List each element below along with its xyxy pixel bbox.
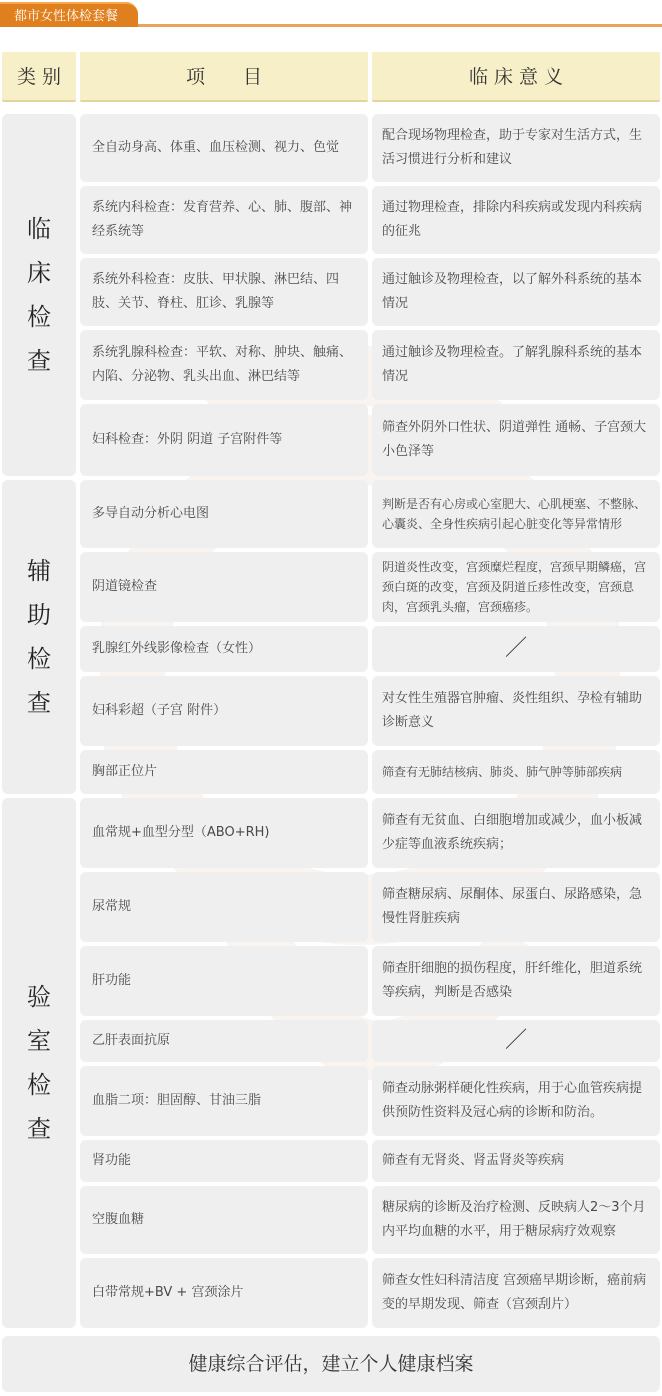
header-category: 类 别	[2, 52, 76, 102]
table-row-meaning: 通过触诊及物理检查，以了解外科系统的基本情况	[372, 258, 660, 326]
table-row-meaning: 筛查女性妇科清洁度 宫颈癌早期诊断，癌前病变的早期发现、筛查（宫颈刮片）	[372, 1258, 660, 1328]
table-row-item: 系统乳腺科检查：平软、对称、肿块、触痛、内陷、分泌物、乳头出血、淋巴结等	[80, 330, 368, 400]
table-row-meaning: ／	[372, 1020, 660, 1062]
table-row-item: 阴道镜检查	[80, 552, 368, 622]
table-row-meaning: 通过触诊及物理检查。了解乳腺科系统的基本情况	[372, 330, 660, 400]
category-laboratory	[2, 798, 76, 1328]
table-row-meaning: 筛查有无贫血、白细胞增加或减少，血小板减少症等血液系统疾病；	[372, 798, 660, 868]
tab-bar	[0, 0, 662, 30]
table-row-item: 全自动身高、体重、血压检测、视力、色觉	[80, 114, 368, 182]
category-auxiliary	[2, 480, 76, 794]
table-row-item: 乙肝表面抗原	[80, 1020, 368, 1062]
category-clinical	[2, 114, 76, 476]
table-row-item: 妇科检查：外阴 阴道 子宫附件等	[80, 404, 368, 476]
footer-banner: 健康综合评估，建立个人健康档案	[2, 1336, 660, 1392]
table-row-meaning: 筛查肝细胞的损伤程度，肝纤维化，胆道系统等疾病，判断是否感染	[372, 946, 660, 1016]
header-item: 项 目	[80, 52, 368, 102]
table-row-meaning: 配合现场物理检查，助于专家对生活方式，生活习惯进行分析和建议	[372, 114, 660, 182]
header-meaning: 临 床 意 义	[372, 52, 660, 102]
table-row-meaning: 糖尿病的诊断及治疗检测、反映病人2～3个月内平均血糖的水平，用于糖尿病疗效观察	[372, 1186, 660, 1254]
table-row-item: 肾功能	[80, 1140, 368, 1182]
table-row-meaning: 阴道炎性改变，宫颈糜烂程度，宫颈早期鳞癌，宫颈白斑的改变，宫颈及阴道丘疹性改变，宫颈息肉，宫颈乳头瘤，宫颈癌疹。	[372, 552, 660, 622]
table-row-meaning: 筛查糖尿病、尿酮体、尿蛋白、尿路感染，急慢性肾脏疾病	[372, 872, 660, 942]
package-tab[interactable]: 都市女性体检套餐	[0, 2, 138, 27]
table-row-item: 系统内科检查：发育营养、心、肺、腹部、神经系统等	[80, 186, 368, 254]
table-row-item: 多导自动分析心电图	[80, 480, 368, 548]
category-label: 验室检查	[27, 983, 51, 1143]
table-row-item: 白带常规+BV + 宫颈涂片	[80, 1258, 368, 1328]
category-label: 辅助检查	[27, 557, 51, 717]
table-row-meaning: 筛查动脉粥样硬化性疾病，用于心血管疾病提供预防性资料及冠心病的诊断和防治。	[372, 1066, 660, 1136]
table-header	[0, 52, 662, 102]
table-row-item: 空腹血糖	[80, 1186, 368, 1254]
table-row-meaning: 筛查有无肾炎、肾盂肾炎等疾病	[372, 1140, 660, 1182]
table-row-item: 胸部正位片	[80, 750, 368, 794]
table-row-item: 肝功能	[80, 946, 368, 1016]
table-row-item: 血常规+血型分型（ABO+RH)	[80, 798, 368, 868]
table-row-meaning: 判断是否有心房或心室肥大、心肌梗塞、不整脉、心囊炎、全身性疾病引起心脏变化等异常情形	[372, 480, 660, 548]
table-row-item: 尿常规	[80, 872, 368, 942]
table-row-item: 系统外科检查：皮肤、甲状腺、淋巴结、四肢、关节、脊柱、肛诊、乳腺等	[80, 258, 368, 326]
table-row-meaning: 筛查外阴外口性状、阴道弹性 通畅、子宫颈大小色泽等	[372, 404, 660, 476]
table-row-item: 血脂二项：胆固醇、甘油三脂	[80, 1066, 368, 1136]
table-row-meaning: 筛查有无肺结核病、肺炎、肺气肿等肺部疾病	[372, 750, 660, 794]
table-row-item: 妇科彩超（子宫 附件）	[80, 676, 368, 746]
category-label: 临床检查	[27, 215, 51, 375]
table-row-meaning: 对女性生殖器官肿瘤、炎性组织、孕检有辅助诊断意义	[372, 676, 660, 746]
table-row-meaning: ／	[372, 626, 660, 672]
table-row-item: 乳腺红外线影像检查（女性）	[80, 626, 368, 672]
table-row-meaning: 通过物理检查，排除内科疾病或发现内科疾病的征兆	[372, 186, 660, 254]
